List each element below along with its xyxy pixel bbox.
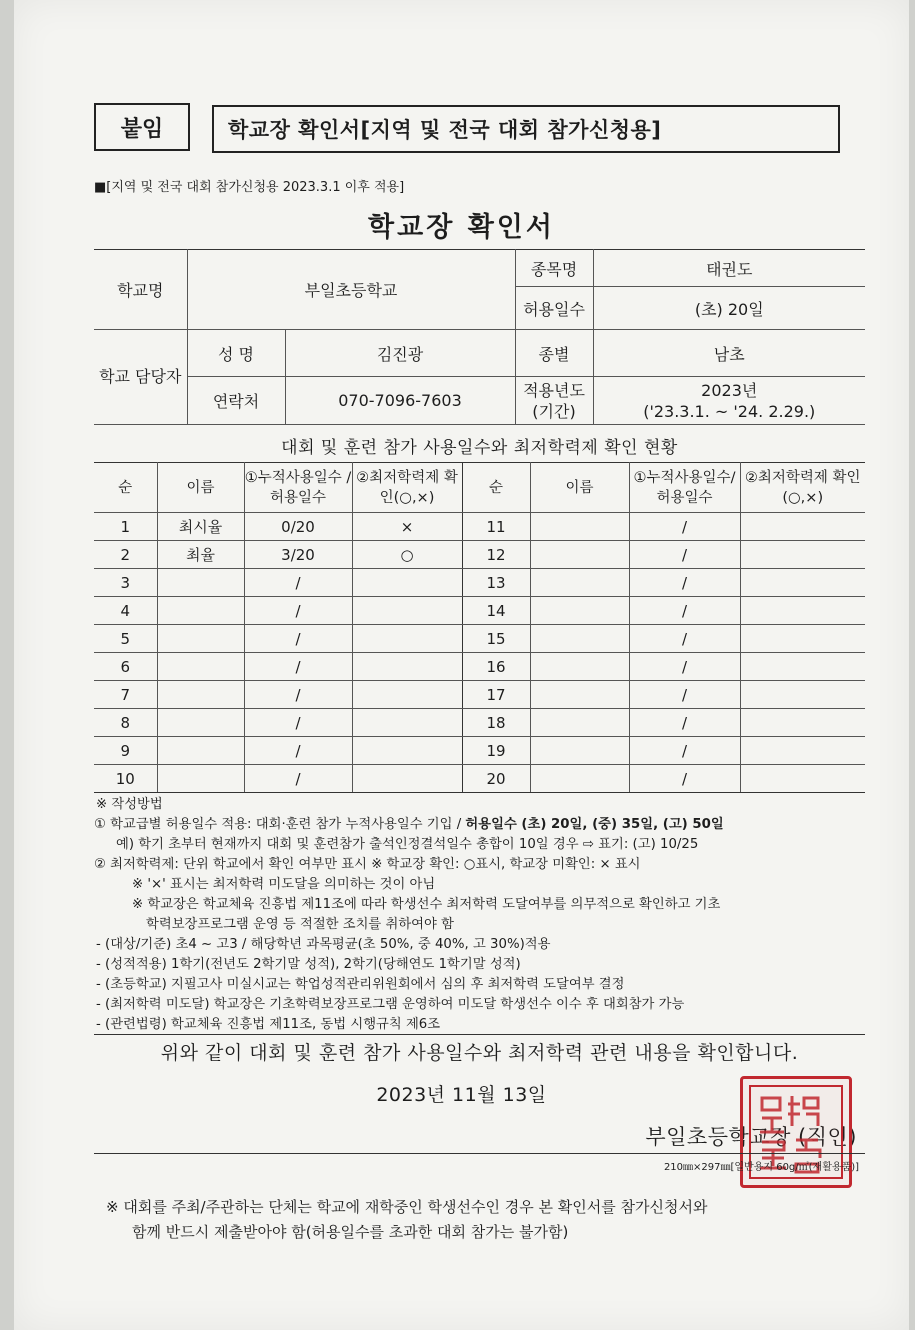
cell-check-right: [740, 541, 865, 569]
table-row: [94, 765, 865, 793]
contact-value: 070-7096-7603: [285, 377, 515, 425]
cell-days-right: /: [629, 653, 740, 681]
applicability-note: ■[지역 및 전국 대회 참가신청용 2023.3.1 이후 적용]: [94, 180, 405, 195]
cell-days: /: [244, 737, 352, 765]
cell-name: [157, 625, 244, 653]
footer-note-line-1: ※ 대회를 주최/주관하는 단체는 학교에 재학중인 학생선수인 경우 본 확인서를 참가신청서와: [106, 1198, 708, 1216]
col-check: ②최저학력제 확인(○,×): [352, 463, 462, 513]
table-row: [94, 569, 865, 597]
col-name-right: 이름: [530, 463, 629, 513]
cell-no-right: 14: [462, 597, 530, 625]
cell-check-right: [740, 709, 865, 737]
note-1: [94, 815, 884, 835]
document-page: [14, 0, 909, 1330]
cell-check-right: [740, 597, 865, 625]
paper-spec: 210㎜×297㎜[일반용지 60g/㎡(재활용품)]: [663, 1162, 859, 1173]
cell-name-right: [530, 541, 629, 569]
footer-note: [106, 1195, 846, 1245]
cell-no-right: 13: [462, 569, 530, 597]
table-row: [94, 681, 865, 709]
cell-days: /: [244, 765, 352, 793]
note-1-example: 예) 학기 초부터 현재까지 대회 및 훈련참가 출석인정결석일수 총합이 10일 경우 ⇨ 표기: (고) 10/25: [116, 837, 699, 852]
cell-no-right: 17: [462, 681, 530, 709]
col-no-right: 순: [462, 463, 530, 513]
cell-days: /: [244, 597, 352, 625]
allowed-days-label: 허용일수: [515, 287, 593, 330]
participation-table: [94, 462, 865, 793]
col-days-right: ①누적사용일수/ 허용일수: [629, 463, 740, 513]
cell-name: [157, 681, 244, 709]
school-value: 부일초등학교: [187, 250, 515, 330]
event-label: 종목명: [515, 250, 593, 287]
cell-check: [352, 625, 462, 653]
cell-check-right: [740, 625, 865, 653]
detail-2: - (성적적용) 1학기(전년도 2학기말 성적), 2학기(당해연도 1학기말 성적): [96, 957, 521, 972]
school-info-table: [94, 249, 865, 425]
table-row: [94, 653, 865, 681]
cell-no: 1: [94, 513, 157, 541]
cell-name: [157, 569, 244, 597]
table-row: [94, 709, 865, 737]
allowed-days-value: (초) 20일: [593, 287, 865, 330]
cell-days-right: /: [629, 681, 740, 709]
cell-check-right: [740, 765, 865, 793]
cell-no-right: 11: [462, 513, 530, 541]
writing-instructions: [94, 795, 884, 1035]
category-value: 남초: [593, 330, 865, 377]
cell-check-right: [740, 653, 865, 681]
cell-name-right: [530, 625, 629, 653]
name-label: 성 명: [187, 330, 285, 377]
col-no: 순: [94, 463, 157, 513]
table-row: [94, 513, 865, 541]
cell-no: 2: [94, 541, 157, 569]
cell-name: [157, 737, 244, 765]
cell-name-right: [530, 765, 629, 793]
cell-check: [352, 597, 462, 625]
cell-name-right: [530, 737, 629, 765]
cell-check: [352, 681, 462, 709]
cell-days-right: /: [629, 597, 740, 625]
period-value: ('23.3.1. ~ '24. 2.29.): [643, 401, 816, 421]
cell-check: [352, 709, 462, 737]
table-row: [94, 541, 865, 569]
footer-note-line-2: 함께 반드시 제출받아야 함(허용일수를 초과한 대회 참가는 불가함): [132, 1223, 569, 1241]
document-title: 학교장 확인서: [368, 212, 555, 243]
cell-name-right: [530, 653, 629, 681]
section-title: 대회 및 훈련 참가 사용일수와 최저학력제 확인 현황: [281, 437, 678, 458]
cell-name: [157, 765, 244, 793]
cell-days: 3/20: [244, 541, 352, 569]
cell-name-right: [530, 709, 629, 737]
category-label: 종별: [515, 330, 593, 377]
cell-name: 최시율: [157, 513, 244, 541]
detail-1: - (대상/기준) 초4 ~ 고3 / 해당학년 과목평균(초 50%, 중 40%, 고 30%)적용: [96, 937, 551, 952]
cell-no-right: 16: [462, 653, 530, 681]
table-row: [94, 737, 865, 765]
attachment-label: 붙임: [94, 103, 190, 151]
year-label: 적용년도 (기간): [515, 377, 593, 425]
detail-5: - (관련법령) 학교체육 진흥법 제11조, 동법 시행규칙 제6조: [96, 1017, 441, 1032]
cell-check: ○: [352, 541, 462, 569]
contact-label: 연락처: [187, 377, 285, 425]
cell-no-right: 20: [462, 765, 530, 793]
cell-no: 8: [94, 709, 157, 737]
cell-check-right: [740, 569, 865, 597]
table-row: [94, 597, 865, 625]
detail-3: - (초등학교) 지필고사 미실시교는 학업성적관리위원회에서 심의 후 최저학력 도달여부 결정: [96, 977, 625, 992]
year-cell: [593, 377, 865, 425]
cell-days-right: /: [629, 765, 740, 793]
note-1-text: ① 학교급별 허용일수 적용: 대회·훈련 참가 누적사용일수 기입 /: [94, 817, 466, 832]
table-row: [94, 625, 865, 653]
cell-days: /: [244, 625, 352, 653]
cell-days: /: [244, 709, 352, 737]
cell-no: 9: [94, 737, 157, 765]
note-1-highlight: 허용일수 (초) 20일, (중) 35일, (고) 50일: [465, 817, 724, 832]
cell-check-right: [740, 681, 865, 709]
cell-days-right: /: [629, 737, 740, 765]
divider: [94, 1034, 865, 1035]
manager-label: 학교 담당자: [94, 330, 187, 425]
cell-name: 최율: [157, 541, 244, 569]
notes-heading: ※ 작성방법: [96, 797, 163, 812]
cell-days-right: /: [629, 709, 740, 737]
cell-days: /: [244, 653, 352, 681]
school-label: 학교명: [94, 250, 187, 330]
cell-check: ×: [352, 513, 462, 541]
cell-no: 4: [94, 597, 157, 625]
cell-name: [157, 597, 244, 625]
cell-days-right: /: [629, 541, 740, 569]
note-4-cont: 학력보장프로그램 운영 등 적절한 조치를 취하여야 함: [146, 917, 454, 932]
col-days: ①누적사용일수 /허용일수: [244, 463, 352, 513]
cell-days: /: [244, 569, 352, 597]
cell-no-right: 19: [462, 737, 530, 765]
cell-no-right: 18: [462, 709, 530, 737]
bottom-divider: [94, 1153, 865, 1154]
cell-check: [352, 569, 462, 597]
detail-4: - (최저학력 미도달) 학교장은 기초학력보장프로그램 운영하여 미도달 학생선수 이수 후 대회참가 가능: [96, 997, 685, 1012]
cell-no: 6: [94, 653, 157, 681]
issue-date: 2023년 11월 13일: [376, 1084, 547, 1106]
col-check-right: ②최저학력제 확인(○,×): [740, 463, 865, 513]
note-2: ② 최저학력제: 단위 학교에서 확인 여부만 표시 ※ 학교장 확인: ○표시, 학교장 미확인: × 표시: [94, 857, 641, 872]
cell-check-right: [740, 513, 865, 541]
cell-name-right: [530, 513, 629, 541]
cell-days: 0/20: [244, 513, 352, 541]
cell-days-right: /: [629, 625, 740, 653]
cell-check: [352, 765, 462, 793]
cell-name-right: [530, 681, 629, 709]
cell-check: [352, 653, 462, 681]
cell-name: [157, 709, 244, 737]
cell-days-right: /: [629, 569, 740, 597]
cell-no: 10: [94, 765, 157, 793]
event-value: 태권도: [593, 250, 865, 287]
cell-no: 5: [94, 625, 157, 653]
cell-no: 7: [94, 681, 157, 709]
cell-check: [352, 737, 462, 765]
principal-signature: 부일초등학교장 (직인): [645, 1125, 857, 1149]
cell-name-right: [530, 597, 629, 625]
col-name: 이름: [157, 463, 244, 513]
name-value: 김진광: [285, 330, 515, 377]
cell-no-right: 12: [462, 541, 530, 569]
cell-days-right: /: [629, 513, 740, 541]
confirmation-statement: 위와 같이 대회 및 훈련 참가 사용일수와 최저학력 관련 내용을 확인합니다.: [160, 1042, 799, 1064]
cell-no: 3: [94, 569, 157, 597]
form-title-box: 학교장 확인서[지역 및 전국 대회 참가신청용]: [212, 105, 840, 153]
note-4: ※ 학교장은 학교체육 진흥법 제11조에 따라 학생선수 최저학력 도달여부를 의무적으로 확인하고 기초: [132, 897, 721, 912]
cell-no-right: 15: [462, 625, 530, 653]
cell-check-right: [740, 737, 865, 765]
year-value: 2023년: [701, 380, 758, 400]
cell-name-right: [530, 569, 629, 597]
cell-days: /: [244, 681, 352, 709]
cell-name: [157, 653, 244, 681]
note-3: ※ '×' 표시는 최저학력 미도달을 의미하는 것이 아님: [132, 877, 436, 892]
